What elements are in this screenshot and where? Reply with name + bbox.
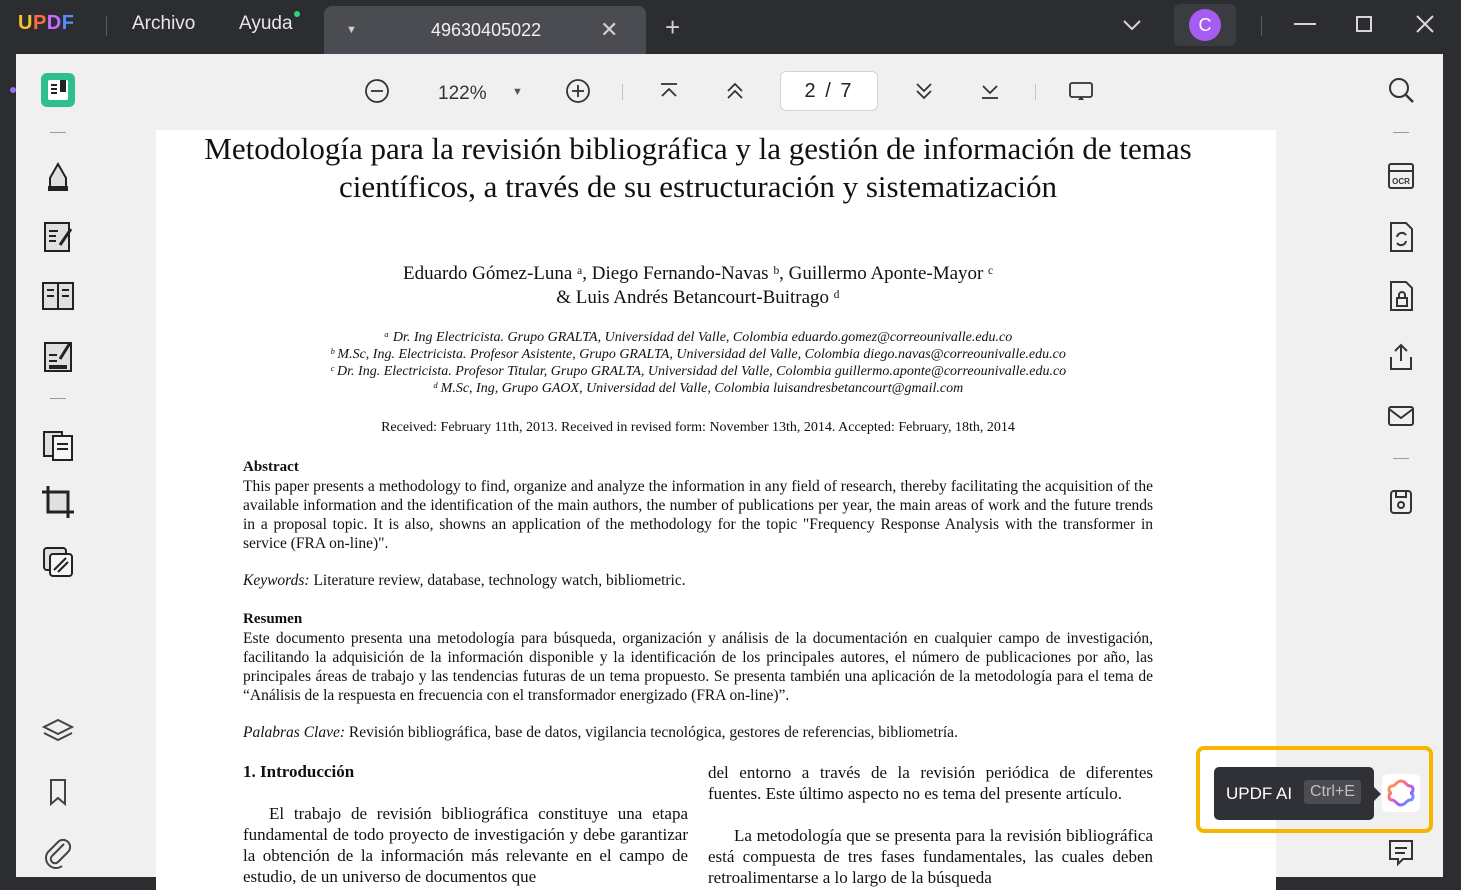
sidebar-indicator-dot [10,87,16,93]
intro-right-column: del entorno a través de la revisión periódica de diferentes fuentes. Este último aspecto no es tema del presente artículo. [708,763,1153,803]
resumen-heading: Resumen [243,611,303,627]
maximize-icon[interactable] [1356,16,1372,32]
tab-dropdown-icon[interactable]: ▼ [346,24,357,36]
last-page-icon[interactable] [977,78,1003,104]
attachment-icon[interactable] [38,832,78,872]
document-tab[interactable] [324,6,646,54]
palabras-text: Revisión bibliográfica, base de datos, vigilancia tecnológica, gestores de referencias, bibliometría. [345,724,958,741]
title-divider [106,16,107,36]
close-tab-icon[interactable]: ✕ [600,17,619,42]
zoom-dropdown-icon[interactable]: ▼ [512,86,523,98]
crop-tool-icon[interactable] [38,482,78,522]
zoom-out-icon[interactable] [364,78,390,104]
comment-tool-icon[interactable] [38,156,78,196]
intro-left-column: El trabajo de revisión bibliográfica constituye una etapa fundamental de todo proyecto de investigación y debe garantizar la obtención de la información más relevante en el campo de estudio, de un universo de documentos que [243,804,688,886]
keywords-label: Keywords: [243,572,310,589]
affiliation-line: ᵈ M.Sc, Ing, Grupo GAOX, Universidad del Valle, Colombia luisandresbetancourt@gmail.com [432,381,964,396]
affiliation-line: ᶜ Dr. Ing. Electricista. Profesor Titular, Grupo GRALTA, Universidad del Valle, Colombia guillermo.aponte@correounivalle.edu.co [329,364,1067,379]
previous-page-icon[interactable] [722,78,748,104]
document-authors [156,262,1240,310]
zoom-level[interactable]: 122% [438,83,487,104]
zoom-in-icon[interactable] [565,78,591,104]
authors-line: Eduardo Gómez-Luna ᵃ, Diego Fernando-Navas ᵇ, Guillermo Aponte-Mayor ᶜ [402,263,993,284]
avatar: C [1189,9,1221,41]
chat-icon[interactable] [1381,832,1421,872]
account-button[interactable] [1174,4,1236,46]
minimize-icon[interactable] [1294,22,1316,26]
update-badge [294,11,300,17]
bookmark-icon[interactable] [38,772,78,812]
ai-tooltip-arrow [1374,787,1381,801]
toolbar-divider [1393,458,1409,459]
ai-shortcut-badge: Ctrl+E [1304,780,1361,804]
palabras-label: Palabras Clave: [243,724,346,741]
chevron-down-icon[interactable] [1122,18,1142,32]
resumen-text: Este documento presenta una metodología para búsqueda, organización y análisis de la documentación en cualquier campo de investigación, facilitando la adquisición de la información disponible y la identificación de los principales autores, el número de publicaciones por año, las principales áreas de trabajo y las tendencias futuras de un tema propuesto. Se presenta también una aplicación de la metodología para el tema de “Análisis de la respuesta en frecuencia con el transformador energizado (FRA on-line)”. [243,630,1153,704]
new-tab-icon[interactable]: + [665,12,681,42]
abstract-text: This paper presents a methodology to find, organize and analyze the information in any field of research, thereby facilitating the acquisition of the available information and the identification of the main authors, the number of publications per year, the main areas of work and the future trends in a proposal topic. It is also, showns an application of the methodology for the topic "Frequency Response Analysis with the transformer in service (FRA on-line)". [243,478,1153,552]
toolbar-divider [50,398,66,399]
menu-ayuda[interactable]: Ayuda [239,13,293,34]
ai-tooltip-label: UPDF AI [1226,784,1293,803]
next-page-icon[interactable] [911,78,937,104]
tab-title: 49630405022 [431,20,542,40]
title-divider [1261,16,1262,36]
updf-ai-icon [1382,774,1420,812]
fill-sign-icon[interactable] [38,337,78,377]
form-tool-icon[interactable] [38,276,78,316]
menu-archivo[interactable]: Archivo [132,13,196,34]
ocr-icon[interactable] [1381,156,1421,196]
close-window-icon[interactable] [1416,15,1434,33]
app-logo: UPDF [18,12,75,34]
presentation-icon[interactable] [1068,78,1094,104]
received-dates: Received: February 11th, 2013. Received in revised form: November 13th, 2014. Accepted: February, 18th, 2014 [381,420,1015,435]
layers-icon[interactable] [38,712,78,752]
toolbar-separator [1035,84,1036,100]
intro-right-column: La metodología que se presenta para la revisión bibliográfica está compuesta de tres fases fundamentales, las cuales deben retroalimentarse a lo largo de la búsqueda [708,826,1153,887]
save-icon[interactable] [1381,482,1421,522]
protect-pdf-icon[interactable] [1381,276,1421,316]
intro-heading: 1. Introducción [243,762,355,781]
keywords [243,572,686,590]
affiliation-line: ᵇ M.Sc, Ing. Electricista. Profesor Asistente, Grupo GRALTA, Universidad del Valle, Colombia diego.navas@correounivalle.edu.co [330,347,1066,362]
organize-pages-icon[interactable] [38,424,78,464]
updf-ai-button[interactable] [1382,774,1420,812]
affiliation-line: ᵃ Dr. Ing Electricista. Grupo GRALTA, Universidad del Valle, Colombia eduardo.gomez@correounivalle.edu.co [383,330,1013,345]
edit-pdf-icon[interactable] [38,217,78,257]
view-toolbar [100,54,1359,130]
share-icon[interactable] [1381,337,1421,377]
left-toolbar [16,54,100,877]
toolbar-separator [622,84,623,100]
pdf-page [156,130,1276,890]
ai-tooltip [1214,767,1374,820]
authors-line: & Luis Andrés Betancourt-Buitrago ᵈ [556,287,840,308]
reader-mode-icon[interactable] [38,70,78,110]
protect-tool-icon[interactable] [38,542,78,582]
toolbar-divider [1393,132,1409,133]
affiliations [156,329,1240,397]
convert-pdf-icon[interactable] [1381,217,1421,257]
svg-text:OCR: OCR [1392,177,1410,186]
title-bar [0,0,1461,54]
keywords-text: Literature review, database, technology watch, bibliometric. [309,572,686,589]
search-icon[interactable] [1381,70,1421,110]
document-title: Metodología para la revisión bibliográfica y la gestión de información de temas científicos, a través de su estructuración y sistematización [204,131,1192,204]
page-number-field[interactable]: 2 / 7 [780,71,878,111]
email-icon[interactable] [1381,396,1421,436]
abstract-heading: Abstract [243,459,299,475]
toolbar-divider [50,132,66,133]
first-page-icon[interactable] [656,78,682,104]
document-area [100,54,1359,887]
palabras-clave [243,724,958,742]
